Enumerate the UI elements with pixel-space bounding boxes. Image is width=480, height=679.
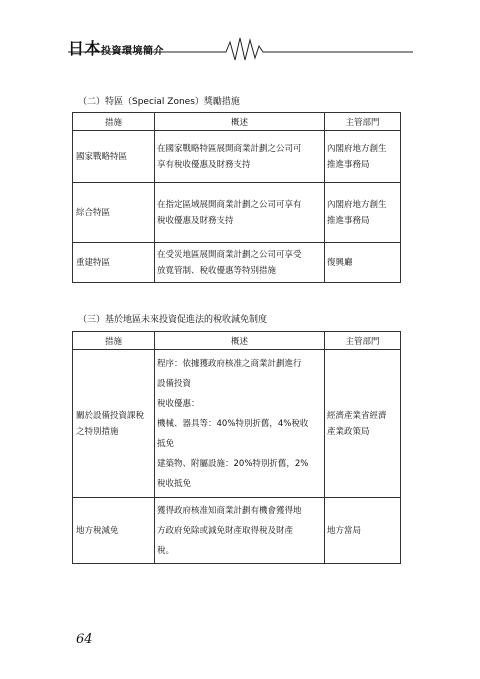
description-line: 建築物、附屬設施：20%特別折舊，2% [157,458,309,469]
department-cell: 復興廳 [325,243,401,283]
measure-cell: 地方稅減免 [73,498,155,564]
description-line: 稅。 [157,545,175,556]
header-title-sub: 投資環境簡介 [101,46,165,57]
header-title-main: 日本 [68,39,102,58]
tax-reduction-table [72,331,401,564]
page-header [68,30,413,62]
section3-title: （三）基於地區未來投資促進法的稅收減免制度 [78,315,268,325]
description-cell [155,183,325,243]
column-header: 措施 [73,113,155,131]
description-line: 稅收優惠及財務支持 [157,215,234,226]
department-line: 推進事務局 [327,159,370,170]
table-row [73,131,401,183]
department-line: 推進事務局 [327,215,370,226]
department-cell [325,350,401,498]
column-header: 概述 [155,332,325,350]
table-header-row [73,113,401,131]
table-row [73,498,401,564]
department-cell [325,131,401,183]
description-line: 在指定區域展開商業計劃之公司可享有 [157,199,302,210]
description-line: 享有稅收優惠及財務支持 [157,159,251,170]
description-line: 方政府免除或減免財產取得稅及財產 [157,525,294,536]
column-header: 概述 [155,113,325,131]
department-line: 經濟產業省經濟 [327,410,387,421]
description-line: 在國家戰略特區展開商業計劃之公司可 [157,143,302,154]
description-line: 抵免 [157,438,175,449]
department-line: 產業政策局 [327,426,370,437]
department-cell [325,183,401,243]
page-number: 64 [76,632,93,647]
department-line: 內閣府地方創生 [327,199,387,210]
table-row [73,350,401,498]
description-cell [155,350,325,498]
description-line: 獲得政府核准知商業計劃有機會獲得地 [157,505,302,516]
section2-title: （二）特區（Special Zones）獎勵措施 [78,97,240,107]
description-cell [155,131,325,183]
table-row [73,243,401,283]
description-cell [155,498,325,564]
column-header: 措施 [73,332,155,350]
special-zones-table [72,112,401,283]
description-line: 設備投資 [157,378,192,389]
table-header-row [73,332,401,350]
measure-cell [73,350,155,498]
column-header: 主管部門 [325,113,401,131]
description-line: 程序：依據獲政府核准之商業計劃進行 [157,358,302,369]
measure-cell: 綜合特區 [73,183,155,243]
department-cell: 地方當局 [325,498,401,564]
measure-cell: 重建特區 [73,243,155,283]
table-row [73,183,401,243]
description-line: 稅收抵免 [157,478,192,489]
description-line: 機械、器具等：40%特別折舊，4%稅收 [157,418,309,429]
column-header: 主管部門 [325,332,401,350]
description-cell [155,243,325,283]
measure-cell: 國家戰略特區 [73,131,155,183]
measure-line: 之特別措施 [76,426,119,437]
measure-line: 關於設備投資課稅 [76,410,145,421]
description-line: 在受災地區展開商業計劃之公司可享受 [157,249,302,260]
header-title [68,36,164,59]
description-line: 放寬管制、稅收優惠等特別措施 [157,265,277,276]
department-line: 內閣府地方創生 [327,143,387,154]
description-line: 稅收優惠： [157,398,200,409]
